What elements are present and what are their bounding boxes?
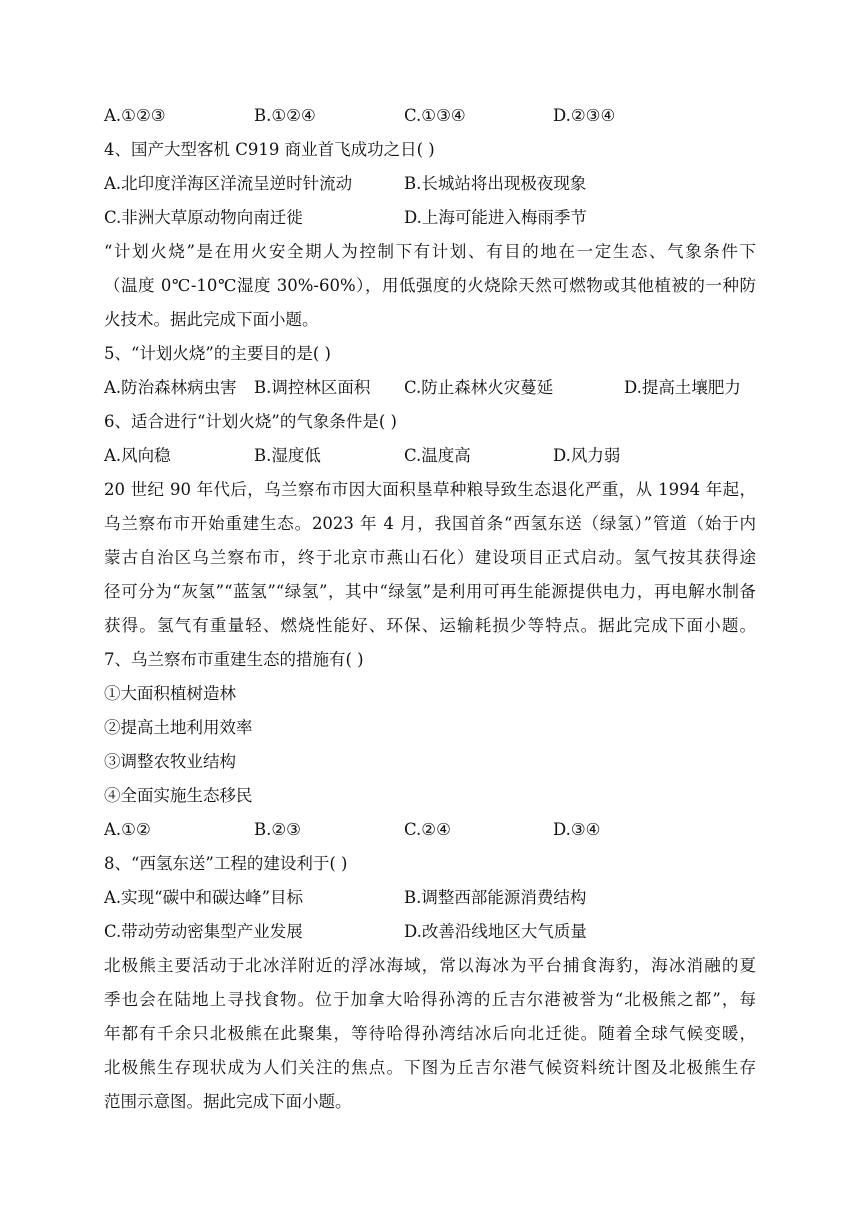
passage2-line-1: 20 世纪 90 年代后，乌兰察布市因大面积垦草种粮导致生态退化严重，从 1994 年起， (104, 480, 756, 499)
q5-option-c: C.防止森林火灾蔓延 (404, 378, 554, 397)
passage3-line-5: 范围示意图。据此完成下面小题。 (104, 1092, 352, 1111)
q7-option-d: D.③④ (553, 820, 601, 839)
q7-option-b: B.②③ (254, 820, 301, 839)
passage2-line-4: 径可分为“灰氢”“蓝氢”“绿氢”，其中“绿氢”是利用可再生能源提供电力，再电解水制备 (104, 582, 756, 601)
q4-option-d: D.上海可能进入梅雨季节 (404, 208, 587, 227)
q6-option-c: C.温度高 (404, 446, 471, 465)
q7-option-a: A.①② (104, 820, 151, 839)
q4-option-c: C.非洲大草原动物向南迁徙 (104, 208, 303, 227)
q8-option-a: A.实现“碳中和碳达峰”目标 (104, 888, 304, 907)
q3-option-a: A.①②③ (104, 106, 166, 125)
passage2-line-2: 乌兰察布市开始重建生态。2023 年 4 月，我国首条“西氢东送（绿氢）”管道（始于内 (104, 514, 756, 533)
q6-option-a: A.风向稳 (104, 446, 171, 465)
q8-option-d: D.改善沿线地区大气质量 (404, 922, 587, 941)
q7-item-3: ③调整农牧业结构 (104, 752, 236, 771)
q6-stem: 6、适合进行“计划火烧”的气象条件是( ) (104, 412, 397, 431)
passage2-line-5: 获得。氢气有重量轻、燃烧性能好、环保、运输耗损少等特点。据此完成下面小题。 (104, 616, 756, 635)
q6-option-d: D.风力弱 (553, 446, 621, 465)
passage1-line-3: 火技术。据此完成下面小题。 (104, 310, 319, 329)
q7-option-c: C.②④ (404, 820, 451, 839)
q3-option-b: B.①②④ (254, 106, 316, 125)
passage1-line-1: “计划火烧”是在用火安全期人为控制下有计划、有目的地在一定生态、气象条件下 (104, 242, 756, 261)
passage2-line-3: 蒙古自治区乌兰察布市，终于北京市燕山石化）建设项目正式启动。氢气按其获得途 (104, 548, 756, 567)
q3-option-d: D.②③④ (553, 106, 616, 125)
q8-stem: 8、“西氢东送”工程的建设利于( ) (104, 854, 348, 873)
q5-option-b: B.调控林区面积 (254, 378, 371, 397)
q7-stem: 7、乌兰察布市重建生态的措施有( ) (104, 650, 364, 669)
q4-option-b: B.长城站将出现极夜现象 (404, 174, 587, 193)
passage3-line-2: 季也会在陆地上寻找食物。位于加拿大哈得孙湾的丘吉尔港被誉为“北极熊之都”，每 (104, 990, 756, 1009)
passage3-line-1: 北极熊主要活动于北冰洋附近的浮冰海域，常以海冰为平台捕食海豹，海冰消融的夏 (104, 956, 756, 975)
passage3-line-4: 北极熊生存现状成为人们关注的焦点。下图为丘吉尔港气候资料统计图及北极熊生存 (104, 1058, 756, 1077)
q8-option-b: B.调整西部能源消费结构 (404, 888, 587, 907)
passage3-line-3: 年都有千余只北极熊在此聚集，等待哈得孙湾结冰后向北迁徙。随着全球气候变暖， (104, 1024, 756, 1043)
passage1-line-2: （温度 0℃-10℃湿度 30%-60%），用低强度的火烧除天然可燃物或其他植被的一种防 (104, 276, 756, 295)
q6-option-b: B.湿度低 (254, 446, 321, 465)
q4-stem: 4、国产大型客机 C919 商业首飞成功之日( ) (104, 140, 435, 159)
q7-item-2: ②提高土地利用效率 (104, 718, 253, 737)
q8-option-c: C.带动劳动密集型产业发展 (104, 922, 303, 941)
q4-option-a: A.北印度洋海区洋流呈逆时针流动 (104, 174, 353, 193)
q5-option-a: A.防治森林病虫害 (104, 378, 237, 397)
q7-item-1: ①大面积植树造林 (104, 684, 236, 703)
q3-option-c: C.①③④ (404, 106, 466, 125)
q7-item-4: ④全面实施生态移民 (104, 786, 253, 805)
q5-option-d: D.提高土壤肥力 (624, 378, 741, 397)
q5-stem: 5、“计划火烧”的主要目的是( ) (104, 344, 331, 363)
